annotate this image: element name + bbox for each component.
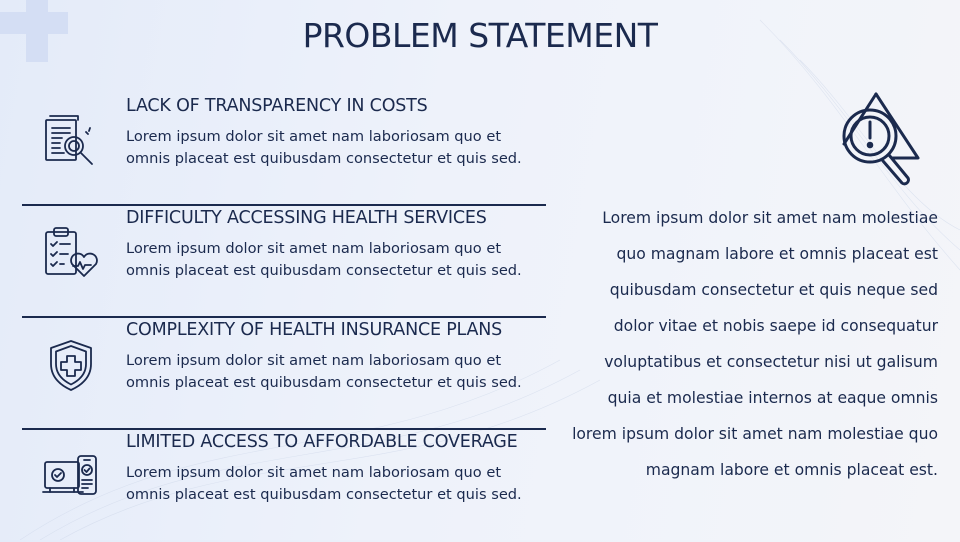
item-body: Lorem ipsum dolor sit amet nam laboriosam quo et omnis placeat est quibusdam consectetur et quis sed. — [126, 464, 522, 503]
item-body: Lorem ipsum dolor sit amet nam laboriosam quo et omnis placeat est quibusdam consectetur et quis sed. — [126, 352, 522, 391]
devices-check-icon — [42, 448, 100, 506]
document-search-icon — [42, 112, 100, 170]
item-title: DIFFICULTY ACCESSING HEALTH SERVICES — [126, 208, 487, 228]
shield-cross-icon — [42, 336, 100, 394]
problem-item — [22, 430, 546, 542]
item-body: Lorem ipsum dolor sit amet nam laboriosam quo et omnis placeat est quibusdam consectetur et quis sed. — [126, 240, 522, 279]
description-paragraph: Lorem ipsum dolor sit amet nam molestiae quo magnam labore et omnis placeat est quibusdam consectetur et quis neque sed dolor vitae et nobis saepe id consequatur voluptatibus et consectetur nisi ut galisum quia et molestiae internos at eaque omnis lorem ipsum dolor sit amet nam molestiae quo magnam labore et omnis placeat est. — [572, 209, 938, 479]
problem-item — [22, 206, 546, 318]
item-body: Lorem ipsum dolor sit amet nam laboriosam quo et omnis placeat est quibusdam consectetur et quis sed. — [126, 128, 522, 167]
clipboard-heart-icon — [42, 224, 100, 282]
warning-search-icon — [826, 88, 926, 190]
item-title: LIMITED ACCESS TO AFFORDABLE COVERAGE — [126, 432, 518, 452]
item-title: LACK OF TRANSPARENCY IN COSTS — [126, 96, 428, 116]
problem-item — [22, 318, 546, 430]
item-title: COMPLEXITY OF HEALTH INSURANCE PLANS — [126, 320, 503, 340]
problem-item — [22, 94, 546, 206]
page-title: PROBLEM STATEMENT — [302, 16, 658, 55]
